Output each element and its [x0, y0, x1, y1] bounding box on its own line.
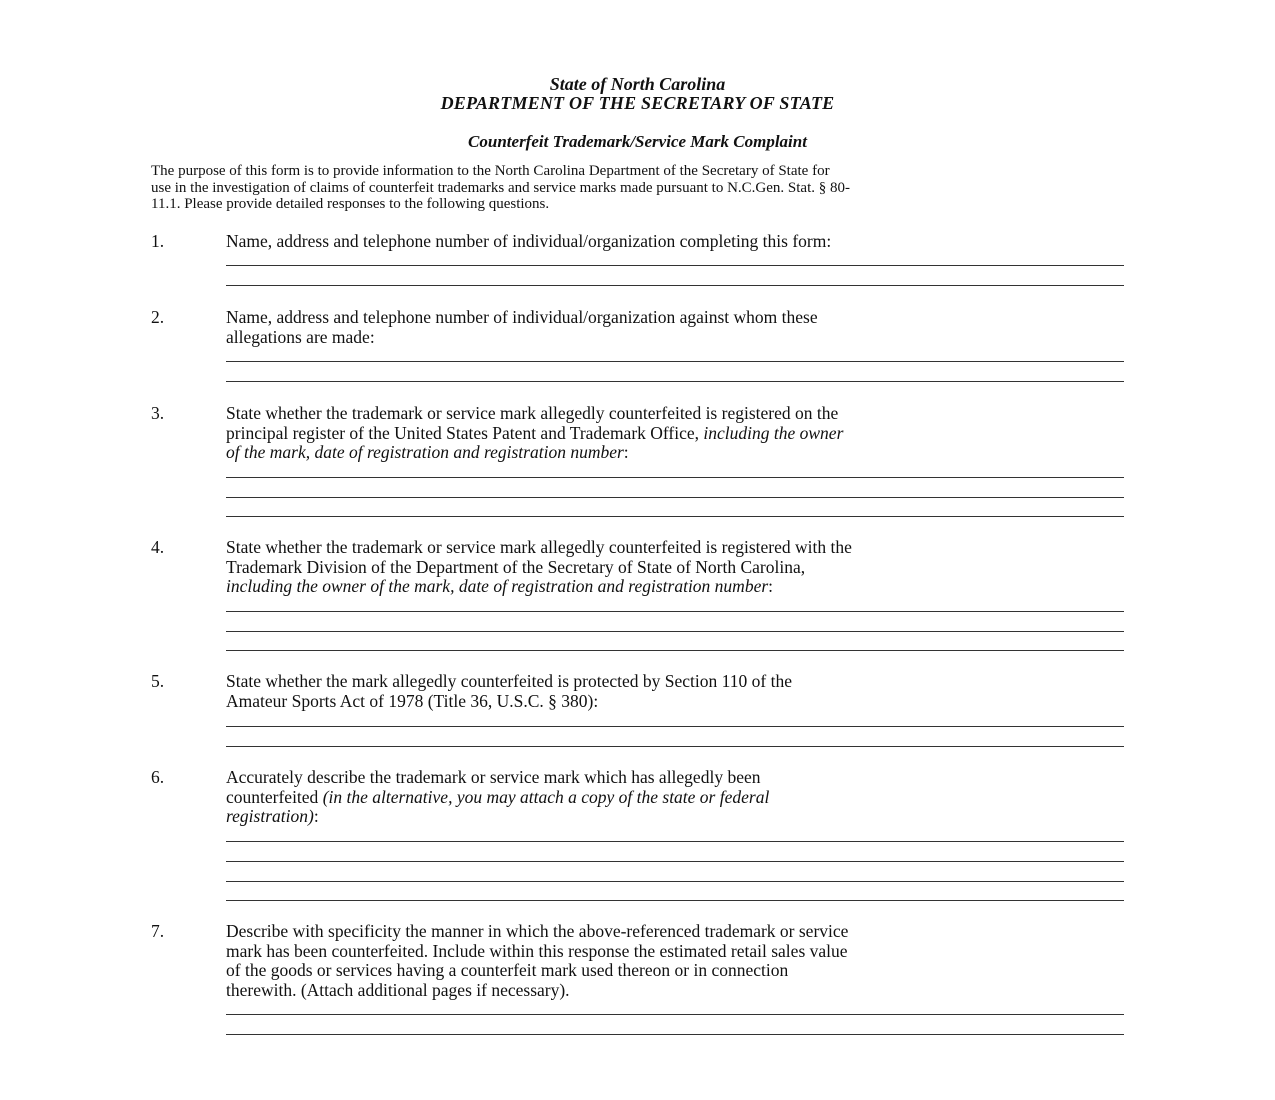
answer-line-q5-2[interactable] — [226, 746, 1124, 747]
question-text-run: principal register of the United States Patent and Trademark Office, — [226, 422, 704, 443]
question-line: Describe with specificity the manner in which the above-referenced trademark or service — [226, 921, 849, 941]
question-line: of the goods or services having a counterfeit mark used thereon or in connection — [226, 960, 789, 980]
question-text — [226, 768, 1126, 827]
question-line: allegations are made: — [226, 326, 375, 347]
department-heading: DEPARTMENT OF THE SECRETARY OF STATE — [440, 93, 835, 113]
answer-line-q4-2[interactable] — [226, 631, 1124, 632]
answer-line-q3-1[interactable] — [226, 477, 1124, 478]
question-number: 5. — [151, 671, 165, 691]
question-text-run: counterfeited — [226, 786, 323, 807]
answer-line-q4-3[interactable] — [226, 650, 1124, 651]
answer-line-q3-3[interactable] — [226, 516, 1124, 517]
question-text-italic: including the owner of the mark, date of registration and registration number — [226, 576, 769, 596]
answer-line-q7-1[interactable] — [226, 1014, 1124, 1015]
question-text-italic: (in the alternative, you may attach a copy of the state or federal — [322, 786, 770, 807]
question-line: State whether the mark allegedly counterfeited is protected by Section 110 of the — [226, 671, 792, 691]
question-line: State whether the trademark or service mark allegedly counterfeited is registered on the — [226, 403, 839, 423]
question-line: Amateur Sports Act of 1978 (Title 36, U.S.C. § 380): — [226, 690, 599, 711]
answer-line-q3-2[interactable] — [226, 497, 1124, 498]
question-line — [226, 577, 1126, 597]
form-title: Counterfeit Trademark/Service Mark Complaint — [468, 132, 807, 151]
answer-line-q6-2[interactable] — [226, 861, 1124, 862]
question-line: Name, address and telephone number of individual/organization completing this form: — [226, 231, 832, 251]
question-text — [226, 308, 1126, 347]
answer-line-q1-2[interactable] — [226, 285, 1124, 286]
answer-line-q6-4[interactable] — [226, 900, 1124, 901]
question-number: 1. — [151, 231, 165, 251]
answer-line-q2-2[interactable] — [226, 381, 1124, 382]
question-text — [226, 922, 1126, 1000]
question-line: State whether the trademark or service mark allegedly counterfeited is registered with the — [226, 537, 852, 557]
question-line — [226, 807, 1126, 827]
question-text-run: : — [768, 576, 774, 596]
question-number: 2. — [151, 307, 165, 327]
question-number: 7. — [151, 921, 165, 941]
answer-line-q6-3[interactable] — [226, 881, 1124, 882]
answer-line-q5-1[interactable] — [226, 726, 1124, 727]
question-line — [226, 424, 1126, 444]
question-text — [226, 672, 1126, 711]
question-number: 4. — [151, 537, 165, 557]
question-line: Trademark Division of the Department of the Secretary of State of North Carolina, — [226, 556, 806, 577]
question-text-italic: including the owner — [703, 422, 844, 443]
question-number: 6. — [151, 767, 165, 787]
question-line — [226, 788, 1126, 808]
question-text — [226, 232, 1126, 252]
answer-line-q2-1[interactable] — [226, 361, 1124, 362]
question-text — [226, 404, 1126, 463]
question-line: Name, address and telephone number of individual/organization against whom these — [226, 307, 818, 327]
answer-line-q7-2[interactable] — [226, 1034, 1124, 1035]
state-heading: State of North Carolina — [549, 74, 726, 94]
intro-line: use in the investigation of claims of counterfeit trademarks and service marks made pursuant to N.C.Gen. Stat. § 80- — [151, 179, 850, 196]
question-text-italic: of the mark, date of registration and registration number — [226, 442, 624, 462]
question-text-run: : — [313, 806, 319, 826]
answer-line-q1-1[interactable] — [226, 265, 1124, 266]
intro-paragraph — [151, 163, 1131, 213]
question-line: mark has been counterfeited. Include within this response the estimated retail sales value — [226, 940, 848, 961]
question-text-run: : — [623, 442, 629, 462]
question-line: therewith. (Attach additional pages if necessary). — [226, 979, 570, 1000]
answer-line-q6-1[interactable] — [226, 841, 1124, 842]
question-line: Accurately describe the trademark or service mark which has allegedly been — [226, 767, 761, 787]
question-line — [226, 443, 1126, 463]
question-text — [226, 538, 1126, 597]
intro-line: The purpose of this form is to provide information to the North Carolina Department of the Secretary of State for — [151, 163, 830, 179]
question-number: 3. — [151, 403, 165, 423]
question-text-italic: registration) — [226, 806, 314, 826]
intro-line: 11.1. Please provide detailed responses to the following questions. — [151, 196, 550, 212]
answer-line-q4-1[interactable] — [226, 611, 1124, 612]
